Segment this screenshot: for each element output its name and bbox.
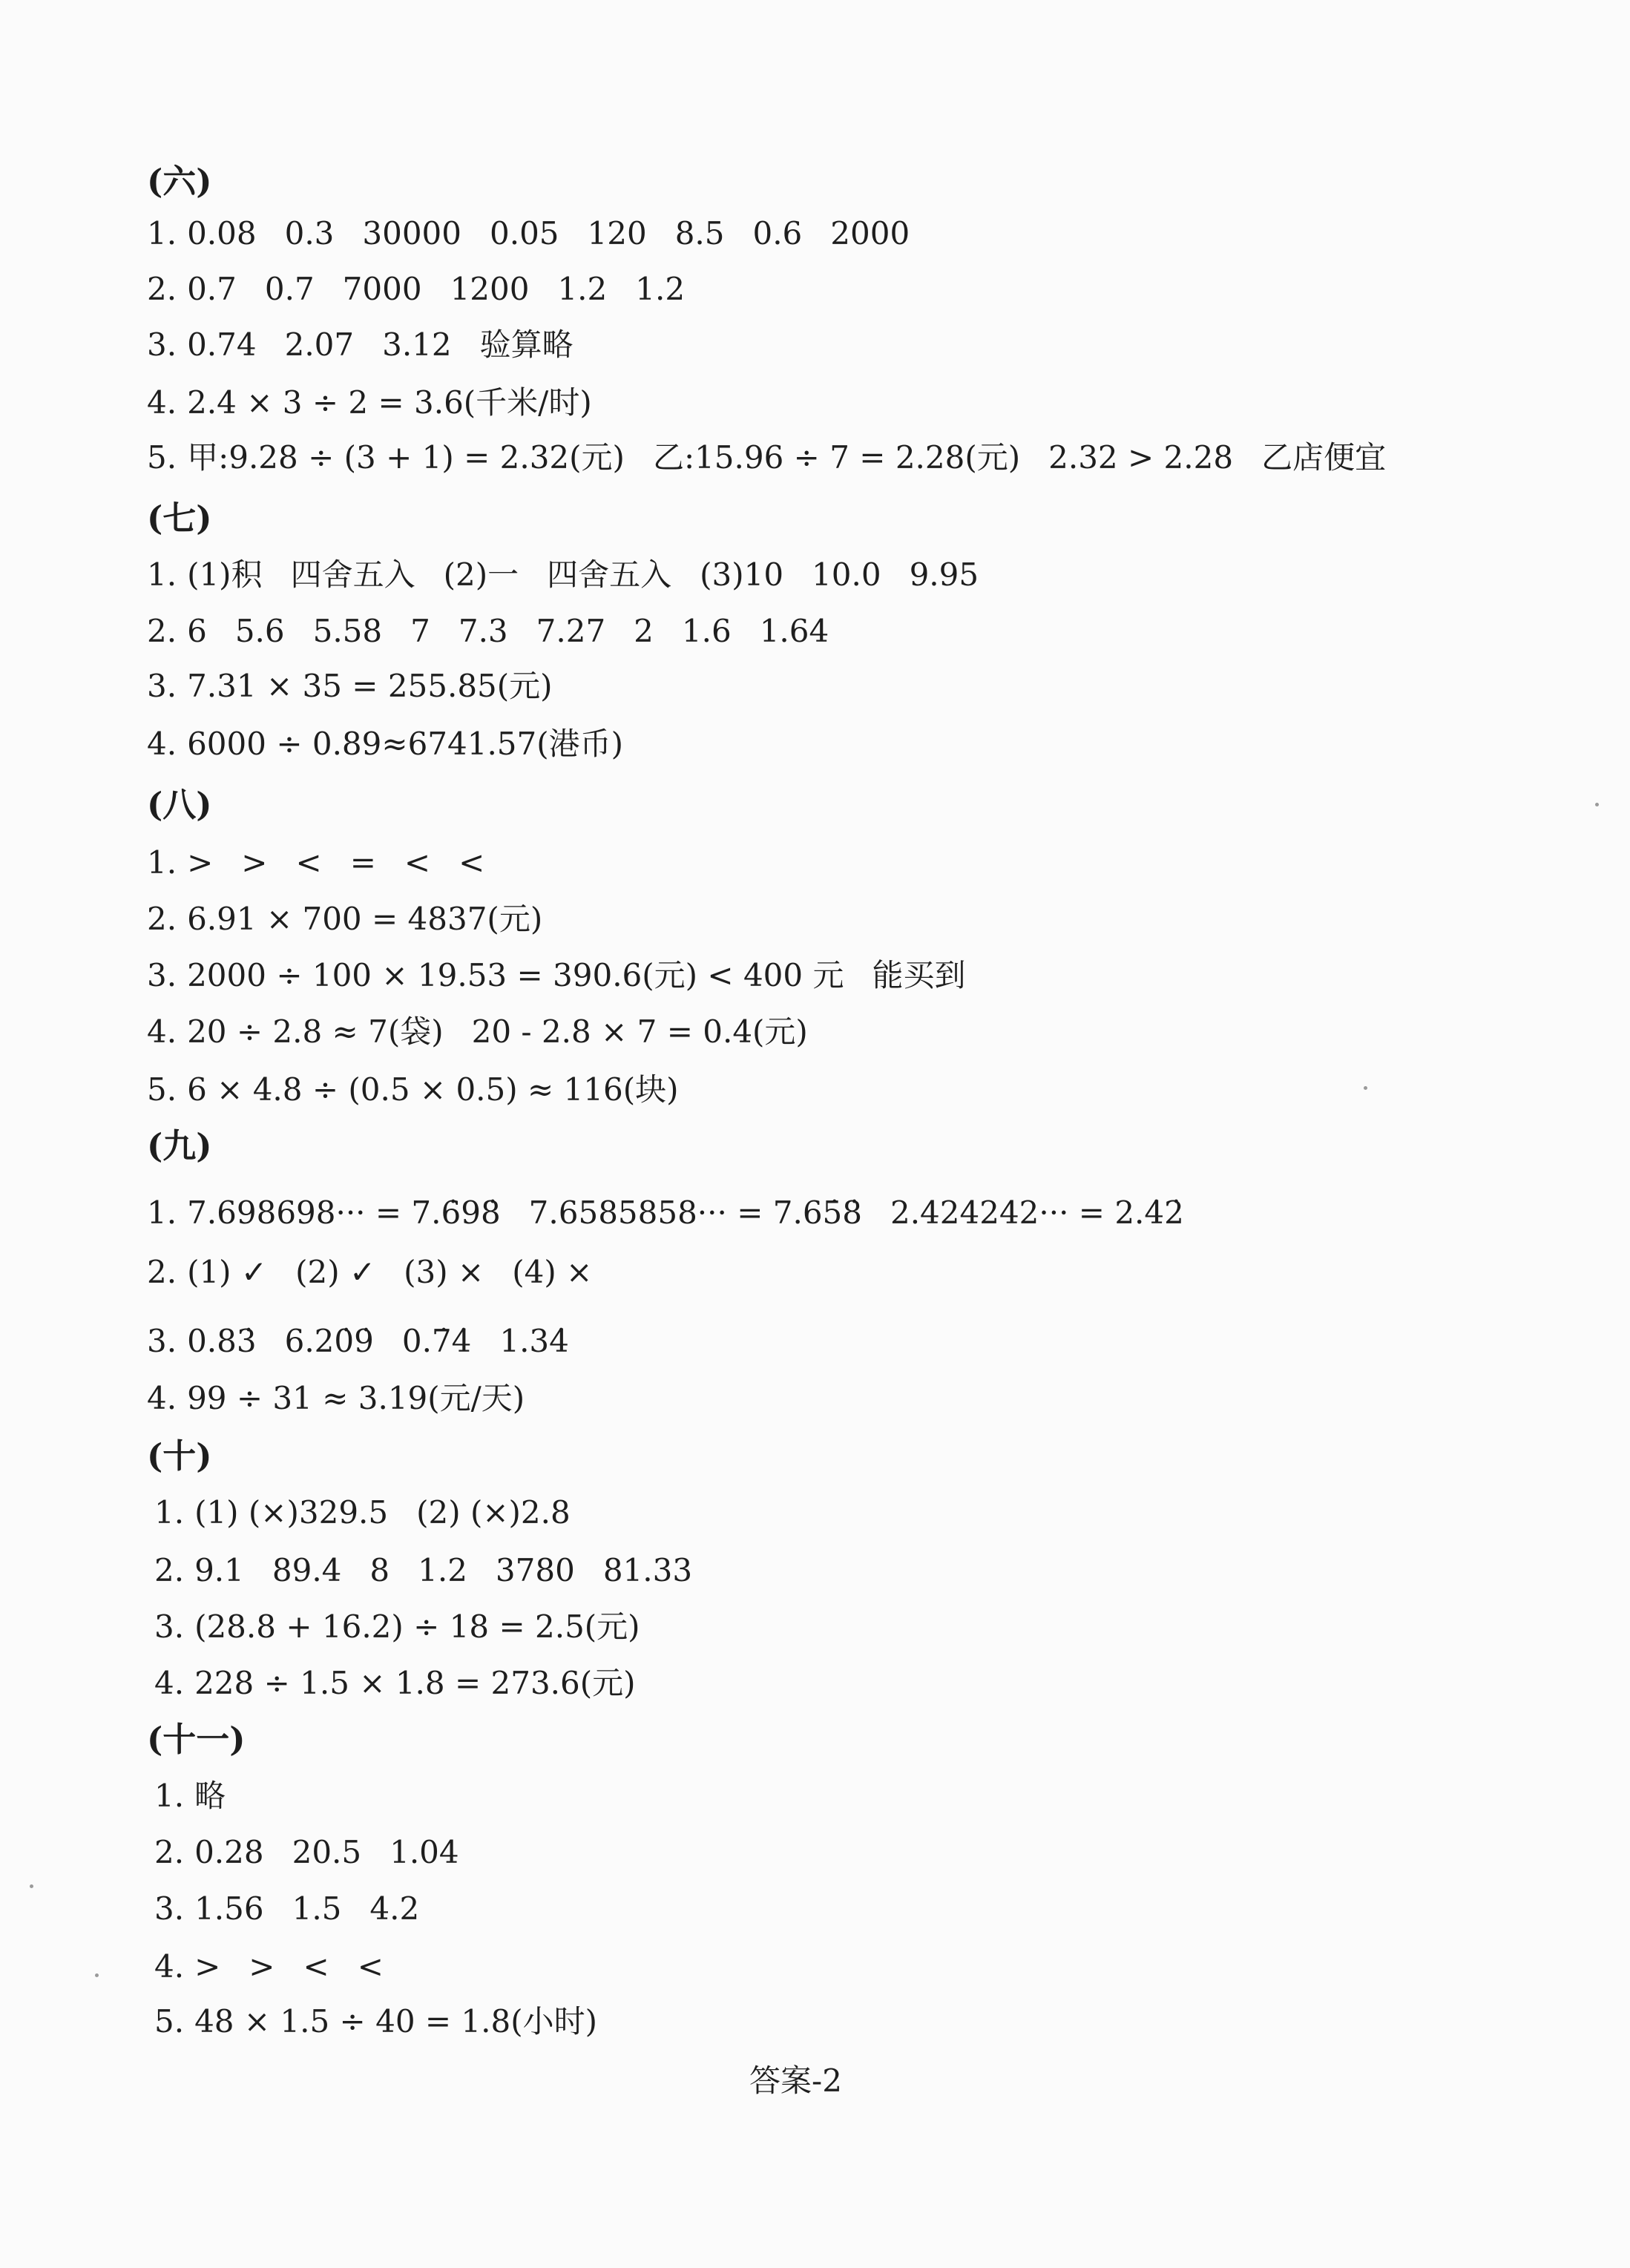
answer-line [154,2003,597,2040]
item-number: 3. [154,1890,185,1927]
section-heading: (八) [147,785,212,824]
answer-token: 228 ÷ 1.5 × 1.8 = 273.6(元) [194,1665,636,1701]
answer-token: 7 [410,613,430,649]
answer-token: (3)10 [700,556,784,593]
section-heading: (十一) [147,1720,246,1759]
answer-token: 略 [194,1778,226,1814]
scan-speck [1595,803,1599,806]
answer-token: > [194,1948,221,1985]
answer-token: 99 ÷ 31 ≈ 3.19(元/天) [187,1380,525,1416]
answer-token: 四舍五入 [547,556,672,593]
answer-token: < [295,844,322,881]
answer-token: 7.3 [458,613,508,649]
answer-token: 1.5 [292,1890,342,1927]
answer-line [154,1494,571,1531]
answer-token: 0.08 [187,215,257,252]
answer-token: 30000 [362,215,461,252]
answer-token: 6 × 4.8 ÷ (0.5 × 0.5) ≈ 116(块) [187,1071,679,1108]
answer-token: = [349,844,376,881]
answer-token: 6000 ÷ 0.89≈6741.57(港币) [187,726,624,762]
section-heading: (七) [147,499,212,538]
answer-token: (1)积 [187,556,263,593]
answer-token: 7.6585858··· = 7.65̇8̇ [528,1194,862,1231]
answer-line [154,1552,692,1589]
answer-token: 0.74 [187,326,257,363]
section-heading: (九) [147,1126,212,1166]
answer-token: 1.34̇ [499,1323,569,1359]
answer-line [147,1194,1184,1232]
answer-token: 1.2 [557,271,608,307]
answer-line [147,668,553,705]
answer-line [147,384,592,421]
answer-token: (1) (×)329.5 [194,1494,389,1531]
answer-line [154,1890,419,1927]
answer-line [147,844,484,881]
answer-token: 9.95 [909,556,979,593]
answer-line [147,439,1386,476]
item-number: 2. [147,901,177,937]
item-number: 2. [147,1254,177,1290]
answer-token: 8.5 [674,215,725,252]
section-heading: (十) [147,1436,212,1476]
answer-token: 验算略 [479,326,574,363]
answer-line [147,1071,678,1108]
answer-token: 2.4 × 3 ÷ 2 = 3.6(千米/时) [187,384,592,421]
scan-speck [95,1973,99,1977]
answer-token: 乙:15.96 ÷ 7 = 2.28(元) [652,439,1021,476]
item-number: 3. [147,668,177,704]
answer-token: 89.4 [272,1552,342,1588]
answer-token: < [357,1948,384,1985]
answer-line [154,1608,640,1646]
answer-token: 能买到 [872,957,966,993]
item-number: 1. [147,1194,177,1231]
answer-token: 1.04 [390,1834,459,1870]
answer-token: 9.1 [194,1552,244,1588]
answer-token: 20 - 2.8 × 7 = 0.4(元) [471,1013,808,1050]
item-number: 4. [147,726,177,762]
item-number: 3. [147,326,177,363]
item-number: 1. [147,844,177,881]
answer-token: 四舍五入 [290,556,415,593]
answer-token: 7000 [342,271,422,307]
answer-token: 0.7̇4̇ [401,1323,472,1359]
item-number: 2. [147,271,177,307]
answer-token: 0.83̇ [187,1323,257,1359]
item-number: 4. [147,384,177,421]
answer-token: (4) × [512,1254,593,1290]
answer-token: 0.3 [284,215,335,252]
answer-token: 10.0 [812,556,881,593]
page-footer: 答案-2 [749,2062,842,2099]
answer-token: 0.28 [194,1834,264,1870]
item-number: 3. [147,1323,177,1359]
answer-token: 1.2 [635,271,686,307]
answer-token: 2.32 > 2.28 [1048,439,1234,476]
answer-line [154,1778,226,1815]
answer-token: 乙店便宜 [1261,439,1387,476]
answer-token: 1.56 [194,1890,264,1927]
answer-token: (2) ✓ [295,1254,376,1290]
answer-line [147,1013,808,1051]
answer-token: 120 [587,215,647,252]
answer-token: 1.2 [418,1552,467,1588]
answer-token: 甲:9.28 ÷ (3 + 1) = 2.32(元) [187,439,625,476]
answer-token: 0.6 [752,215,803,252]
answer-token: (28.8 + 16.2) ÷ 18 = 2.5(元) [194,1608,640,1645]
item-number: 2. [154,1834,185,1870]
item-number: 2. [154,1552,185,1588]
item-number: 4. [154,1665,185,1701]
answer-token: (3) × [404,1254,484,1290]
answer-token: 20.5 [292,1834,362,1870]
answer-token: 7.698698··· = 7.6̇98̇ [187,1194,501,1231]
item-number: 5. [147,439,177,476]
answer-line [147,326,574,364]
answer-line [147,901,542,938]
answer-token: 1.6 [681,613,732,649]
answer-token: > [241,844,268,881]
answer-token: 8 [369,1552,390,1588]
answer-line [147,957,965,994]
answer-token: 7.31 × 35 = 255.85(元) [187,668,553,704]
answer-token: 2.424242··· = 2.4̇2̇ [890,1194,1184,1231]
answer-token: 6 [187,613,207,649]
answer-line [147,1323,569,1360]
item-number: 2. [147,613,177,649]
section-heading: (六) [147,162,212,201]
item-number: 4. [147,1013,177,1050]
answer-token: 6.20̇9̇ [284,1323,374,1359]
answer-token: 3780 [495,1552,575,1588]
answer-token: 0.7 [187,271,237,307]
answer-token: (1) ✓ [187,1254,268,1290]
answer-token: 48 × 1.5 ÷ 40 = 1.8(小时) [194,2003,598,2039]
answer-token: 2000 ÷ 100 × 19.53 = 390.6(元) < 400 元 [187,957,844,993]
answer-token: > [249,1948,275,1985]
item-number: 4. [154,1948,185,1985]
answer-line [147,556,979,594]
item-number: 4. [147,1380,177,1416]
answer-token: 6.91 × 700 = 4837(元) [187,901,543,937]
item-number: 3. [147,957,177,993]
answer-token: 2 [634,613,654,649]
answer-token: < [303,1948,329,1985]
answer-line [154,1665,636,1702]
answer-token: (2)一 [443,556,519,593]
item-number: 1. [154,1778,185,1814]
answer-token: 81.33 [602,1552,693,1588]
item-number: 5. [147,1071,177,1108]
answer-token: > [187,844,214,881]
answer-token: 5.58 [312,613,383,649]
answer-line [147,215,910,252]
answer-line [147,726,623,763]
answer-token: < [404,844,431,881]
item-number: 1. [147,215,177,252]
answer-line [147,1380,525,1417]
item-number: 3. [154,1608,185,1645]
answer-token: 3.12 [382,326,452,363]
answer-token: 1200 [450,271,530,307]
answer-token: 0.05 [490,215,559,252]
answer-token: 2000 [830,215,910,252]
scan-speck [1364,1086,1367,1090]
scan-speck [30,1884,33,1888]
answer-line [147,271,685,308]
answer-line [147,613,829,650]
answer-token: 2.07 [284,326,355,363]
answer-token: < [459,844,485,881]
answer-token: 7.27 [536,613,606,649]
answer-line [147,1254,592,1291]
answer-token: (2) (×)2.8 [416,1494,571,1531]
answer-token: 4.2 [369,1890,420,1927]
answer-line [154,1834,459,1871]
answer-token: 20 ÷ 2.8 ≈ 7(袋) [187,1013,444,1050]
answer-line [154,1948,384,1985]
answer-token: 0.7 [264,271,315,307]
answer-token: 1.64 [759,613,829,649]
item-number: 1. [147,556,177,593]
item-number: 5. [154,2003,185,2039]
item-number: 1. [154,1494,185,1531]
answer-token: 5.6 [234,613,285,649]
